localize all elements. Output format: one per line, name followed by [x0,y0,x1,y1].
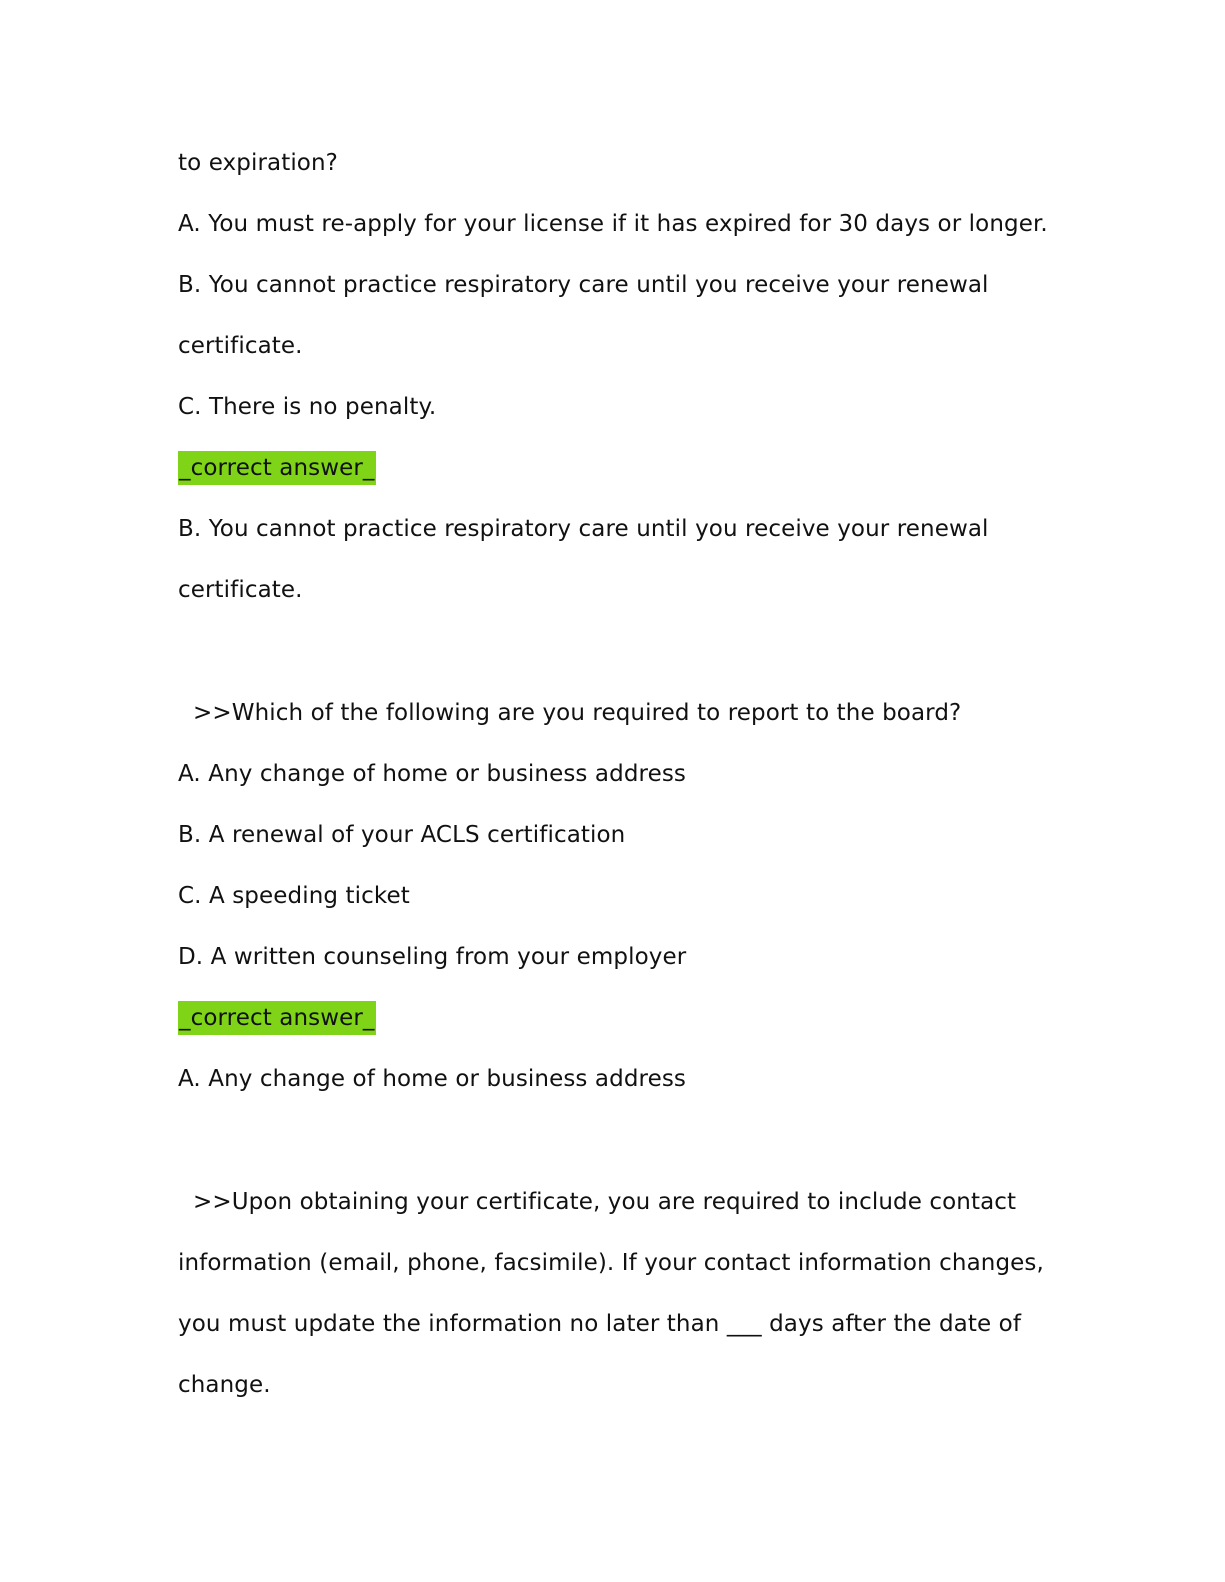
option-d: D. A written counseling from your employer [178,944,687,970]
correct-answer-text: A. Any change of home or business address [178,1066,686,1092]
option-a: A. Any change of home or business address [178,761,686,787]
option-a: A. You must re-apply for your license if it has expired for 30 days or longer. [178,211,1048,237]
question-text: information (email, phone, facsimile). If your contact information changes, [178,1250,1044,1276]
option-b-continued: certificate. [178,333,303,359]
correct-answer-text-continued: certificate. [178,577,303,603]
correct-answer-highlight: _correct answer_ [178,451,376,485]
option-c: C. There is no penalty. [178,394,437,420]
correct-answer-label [178,452,376,484]
option-b: B. A renewal of your ACLS certification [178,822,626,848]
correct-answer-label [178,1002,376,1034]
question-heading: >>Which of the following are you required to report to the board? [193,700,962,726]
correct-answer-text: B. You cannot practice respiratory care until you receive your renewal [178,516,989,542]
option-c: C. A speeding ticket [178,883,410,909]
question-continuation: to expiration? [178,150,338,176]
question-text: you must update the information no later than ___ days after the date of [178,1311,1022,1337]
correct-answer-highlight: _correct answer_ [178,1001,376,1035]
option-b: B. You cannot practice respiratory care until you receive your renewal [178,272,989,298]
question-heading: >>Upon obtaining your certificate, you are required to include contact [193,1189,1017,1215]
question-text: change. [178,1372,271,1398]
